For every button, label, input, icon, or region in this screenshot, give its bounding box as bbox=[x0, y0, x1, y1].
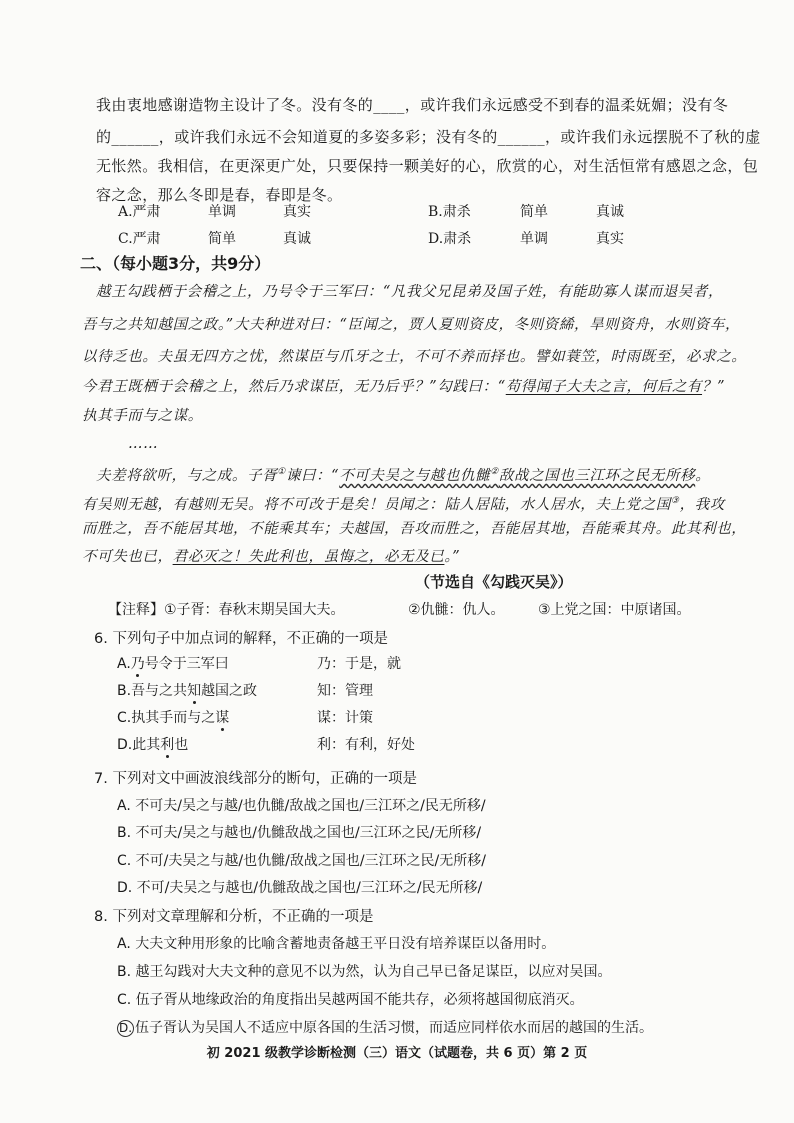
q6-b-dotted-word: 知 bbox=[187, 680, 201, 700]
classical-line-6-quote: 谏曰：“ bbox=[285, 467, 340, 484]
question-7-stem: 7. 下列对文中画波浪线部分的断句，正确的一项是 bbox=[94, 771, 417, 787]
paragraph-line-2: 的______，或许我们永远不会知道夏的多姿多彩；没有冬的______，或许我们永远摆脱不了秋的虚 bbox=[96, 128, 761, 146]
q6-b-gloss: 知：管理 bbox=[317, 683, 373, 699]
q6-b-label: B. bbox=[117, 683, 132, 699]
classical-line-3: 以待乏也。夫虽无四方之忧，然谋臣与爪牙之士，不可不养而择也。譬如蓑笠，时雨既至，必求之。 bbox=[82, 349, 747, 365]
paragraph-line-1: 我由衷地感谢造物主设计了冬。没有冬的____，或许我们永远感受不到春的温柔妩媚；没有冬 bbox=[96, 96, 729, 114]
q7-option-a: A. 不可夫/吴之与越/也仇雠/敌战之国也/三江环之/民无所移/ bbox=[117, 798, 486, 814]
classical-line-9 bbox=[82, 546, 460, 568]
q6-option-c-sentence bbox=[117, 707, 229, 727]
q5-option-c-2: 简单 bbox=[208, 231, 236, 247]
q6-a-label: A. bbox=[117, 656, 131, 672]
q5-option-c-3: 真诚 bbox=[283, 231, 311, 247]
q6-a-gloss: 乃：于是，就 bbox=[317, 656, 401, 672]
q6-c-dotted-word: 谋 bbox=[215, 707, 229, 727]
q8-option-a: A. 大夫文种用形象的比喻含蓄地责备越王平日没有培养谋臣以备用时。 bbox=[117, 936, 556, 952]
q5-option-a-3: 真实 bbox=[283, 204, 311, 220]
q5-option-b-2: 简单 bbox=[520, 204, 548, 220]
q5-option-d-2: 单调 bbox=[520, 231, 548, 247]
q6-d-before: 此其 bbox=[132, 737, 161, 753]
classical-line-9-text: 不可失也已， bbox=[82, 549, 173, 565]
q6-b-after: 越国之政 bbox=[201, 683, 258, 699]
q6-d-label: D. bbox=[117, 737, 133, 753]
q8-option-b: B. 越王勾践对大夫文种的意见不以为然，认为自己早已备足谋臣，以应对吴国。 bbox=[117, 964, 612, 980]
ellipsis: …… bbox=[128, 436, 159, 452]
note-3: ③上党之国：中原诸国。 bbox=[538, 602, 691, 618]
note-1: 【注释】①子胥：春秋末期吴国大夫。 bbox=[108, 602, 345, 618]
q6-option-b-sentence bbox=[117, 680, 257, 700]
q5-option-a-2: 单调 bbox=[208, 204, 236, 220]
classical-line-2: 吾与之共知越国之政。”大夫种进对曰：“臣闻之，贾人夏则资皮，冬则资絺，旱则资舟，水则资车， bbox=[82, 317, 741, 333]
underlined-sentence-2: 君必灭之！失此利也，虽悔之，必无及已 bbox=[172, 549, 445, 565]
q6-c-label: C. bbox=[117, 710, 132, 726]
footnote-mark-3: ③ bbox=[670, 496, 680, 506]
source-citation: （节选自《勾践灭吴》） bbox=[415, 573, 573, 591]
footnote-mark-1: ① bbox=[277, 467, 286, 477]
paragraph-line-3: 无怅然。我相信，在更深更广处，只要保持一颗美好的心，欣赏的心，对生活恒常有感恩之念，包 bbox=[96, 157, 759, 175]
classical-line-4-end: ？” bbox=[702, 379, 726, 395]
q6-a-dotted-word: 乃 bbox=[131, 653, 145, 673]
q6-c-gloss: 谋：计策 bbox=[317, 710, 373, 726]
q8-option-c: C. 伍子胥从地缘政治的角度指出吴越两国不能共存，必须将越国彻底消灭。 bbox=[117, 992, 584, 1008]
note-2: ②仇雠：仇人。 bbox=[408, 602, 505, 618]
classical-line-4 bbox=[82, 376, 725, 398]
q5-option-d: D.肃杀 bbox=[428, 231, 472, 247]
classical-line-8: 而胜之，吾不能居其地，不能乘其车；夫越国，吾攻而胜之，吾能居其地，吾能乘其舟。此其利也， bbox=[82, 521, 747, 537]
wavy-part-2: 敌战之国也三江环之民无所移 bbox=[498, 467, 696, 484]
circled-answer-mark: D. bbox=[118, 1021, 133, 1035]
section-2-title: 二、（每小题3分，共9分） bbox=[80, 254, 271, 273]
q5-option-d-3: 真实 bbox=[596, 231, 624, 247]
q6-b-before: 吾与之共 bbox=[131, 683, 188, 699]
classical-line-6-text: 夫差将欲听，与之成。子胥 bbox=[96, 467, 278, 484]
classical-line-6-end: 。 bbox=[695, 467, 711, 484]
q5-option-b: B.肃杀 bbox=[428, 204, 471, 220]
wavy-part-1: 不可夫吴之与越也仇雠 bbox=[339, 467, 491, 484]
q6-option-d-sentence bbox=[117, 734, 188, 754]
classical-line-7-end: ，我攻 bbox=[679, 496, 725, 513]
q5-option-b-3: 真诚 bbox=[596, 204, 624, 220]
q6-option-a-sentence bbox=[117, 653, 229, 673]
footnote-mark-2: ② bbox=[490, 467, 499, 477]
wavy-underlined-passage bbox=[339, 468, 695, 484]
classical-line-1: 越王勾践栖于会稽之上，乃号令于三军曰：“凡我父兄昆弟及国子姓，有能助寡人谋而退吴者， bbox=[96, 284, 724, 300]
classical-line-4-text: 今君王既栖于会稽之上，然后乃求谋臣，无乃后乎？”勾践曰：“ bbox=[82, 379, 506, 395]
paragraph-line-4: 容之念，那么冬即是春，春即是冬。 bbox=[96, 186, 343, 204]
question-8-stem: 8. 下列对文章理解和分析，不正确的一项是 bbox=[94, 909, 374, 925]
page-footer: 初 2021 级教学诊断检测（三）语文（试题卷，共 6 页）第 2 页 bbox=[206, 1046, 588, 1061]
classical-line-5: 执其手而与之谋。 bbox=[82, 408, 203, 424]
classical-line-7 bbox=[82, 490, 725, 516]
q8-option-d bbox=[117, 1017, 653, 1037]
classical-line-6 bbox=[96, 461, 710, 487]
q8-option-d-text: 伍子胥认为吴国人不适应中原各国的生活习惯，而适应同样依水而居的越国的生活。 bbox=[135, 1020, 653, 1036]
classical-line-9-end: 。” bbox=[444, 549, 461, 565]
question-6-stem: 6. 下列句子中加点词的解释，不正确的一项是 bbox=[94, 631, 388, 647]
classical-line-7-text: 有吴则无越，有越则无吴。将不可改于是矣！员闻之：陆人居陆，水人居水，夫上党之国 bbox=[82, 496, 671, 513]
q6-a-after: 号令于三军曰 bbox=[144, 656, 229, 672]
q6-c-before: 执其手而与之 bbox=[131, 710, 216, 726]
q6-d-gloss: 利：有利，好处 bbox=[317, 737, 415, 753]
q5-option-c: C.严肃 bbox=[118, 231, 161, 247]
underlined-sentence: 苟得闻子大夫之言，何后之有 bbox=[505, 379, 703, 395]
q7-option-c: C. 不可/夫吴之与越/也仇雠/敌战之国也/三江环之民/无所移/ bbox=[117, 853, 486, 869]
q5-option-a: A.严肃 bbox=[118, 204, 161, 220]
q6-d-dotted-word: 利 bbox=[160, 734, 174, 754]
q7-option-b: B. 不可夫/吴之与越也/仇雠敌战之国也/三江环之民/无所移/ bbox=[117, 825, 482, 841]
q7-option-d: D. 不可/夫吴之与越也/仇雠敌战之国也/三江环之/民无所移/ bbox=[117, 880, 483, 896]
q6-d-after: 也 bbox=[174, 737, 189, 753]
